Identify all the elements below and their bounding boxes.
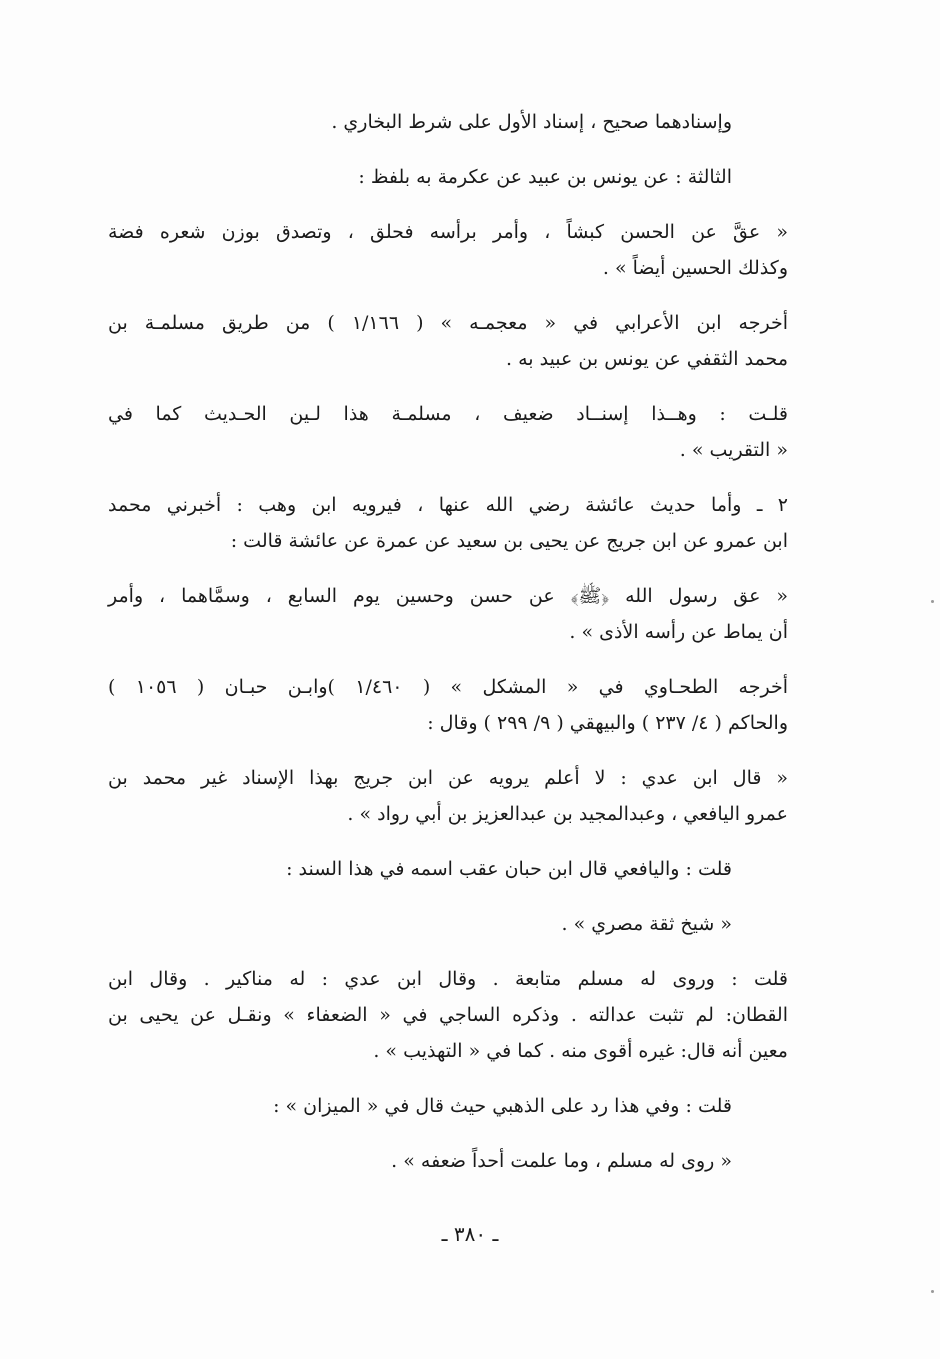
text-line: وإسنادهما صحيح ، إسناد الأول على شرط البخاري . xyxy=(331,111,732,133)
paragraph xyxy=(108,669,788,741)
text-line: ٢ ـ وأما حديث عائشة رضي الله عنها ، فيرويه ابن وهب : أخبرني محمد xyxy=(108,494,788,516)
text-line: أخرجه ابن الأعرابي في « معجمـه » ( ١/١٦٦ ) من طريق مسلمـة بن xyxy=(108,312,788,334)
text-line: « عق رسول الله ﴿ﷺ﴾ عن حسن وحسين يوم السابع ، وسمَّاهما ، وأمر xyxy=(108,585,788,607)
text-line: « عقَّ عن الحسن كبشاً ، وأمر برأسه فحلق ، وتصدق بوزن شعره فضة xyxy=(108,221,788,243)
text-line: قلـت : وهــذا إسنــاد ضعيف ، مسلمـة هذا لـين الحـديث كما في xyxy=(108,403,788,425)
body-text xyxy=(108,104,788,1198)
paragraph xyxy=(108,906,788,942)
paragraph xyxy=(108,851,788,887)
text-line: أن يماط عن رأسه الأذى » . xyxy=(569,621,788,643)
paragraph xyxy=(108,578,788,650)
paragraph xyxy=(108,396,788,468)
paragraph xyxy=(108,1088,788,1124)
text-line: « التقريب » . xyxy=(679,439,788,461)
text-line: أخرجه الطحـاوي في « المشكل » ( ١/٤٦٠ )وابـن حبـان ( ١٠٥٦ ) xyxy=(108,676,788,698)
paragraph xyxy=(108,1143,788,1179)
paragraph xyxy=(108,214,788,286)
text-line: قلت : واليافعي قال ابن حبان عقب اسمه في هذا السند : xyxy=(286,858,732,880)
text-line: عمرو اليافعي ، وعبدالمجيد بن عبدالعزيز بن أبي رواد » . xyxy=(347,803,788,825)
text-line: محمد الثقفي عن يونس بن عبيد به . xyxy=(506,348,788,370)
paragraph xyxy=(108,961,788,1069)
text-line: ابن عمرو عن ابن جريج عن يحيى بن سعيد عن عمرة عن عائشة قالت : xyxy=(230,530,788,552)
margin-speck xyxy=(931,1290,934,1293)
paragraph xyxy=(108,487,788,559)
text-line: القطان: لم تثبت عدالته . وذكره الساجي في « الضعفاء » ونقـل عن يحيى بن xyxy=(108,1004,788,1026)
text-line: وكذلك الحسين أيضاً » . xyxy=(602,257,788,279)
paragraph xyxy=(108,104,788,140)
text-line: الثالثة : عن يونس بن عبيد عن عكرمة به بلفظ : xyxy=(358,166,732,188)
text-line: « قال ابن عدي : لا أعلم يرويه عن ابن جريج بهذا الإسناد غير محمد بن xyxy=(108,767,788,789)
text-line: قلت : وفي هذا رد على الذهبي حيث قال في « الميزان » : xyxy=(273,1095,732,1117)
page-number: ـ ٣٨٠ ـ xyxy=(441,1222,499,1246)
text-line: والحاكم ( ٤/ ٢٣٧ ) والبيهقي ( ٩/ ٢٩٩ ) وقال : xyxy=(427,712,788,734)
text-line: « شيخ ثقة مصري » . xyxy=(561,913,732,935)
text-line: « روى له مسلم ، وما علمت أحداً ضعفه » . xyxy=(391,1150,732,1172)
paragraph xyxy=(108,305,788,377)
margin-speck xyxy=(931,600,934,603)
text-line: معين أنه قال: غيره أقوى منه . كما في « التهذيب » . xyxy=(373,1040,788,1062)
paragraph xyxy=(108,760,788,832)
paragraph xyxy=(108,159,788,195)
text-line: قلت : وروى له مسلم متابعة . وقال ابن عدي : له مناكير . وقال ابن xyxy=(108,968,788,990)
